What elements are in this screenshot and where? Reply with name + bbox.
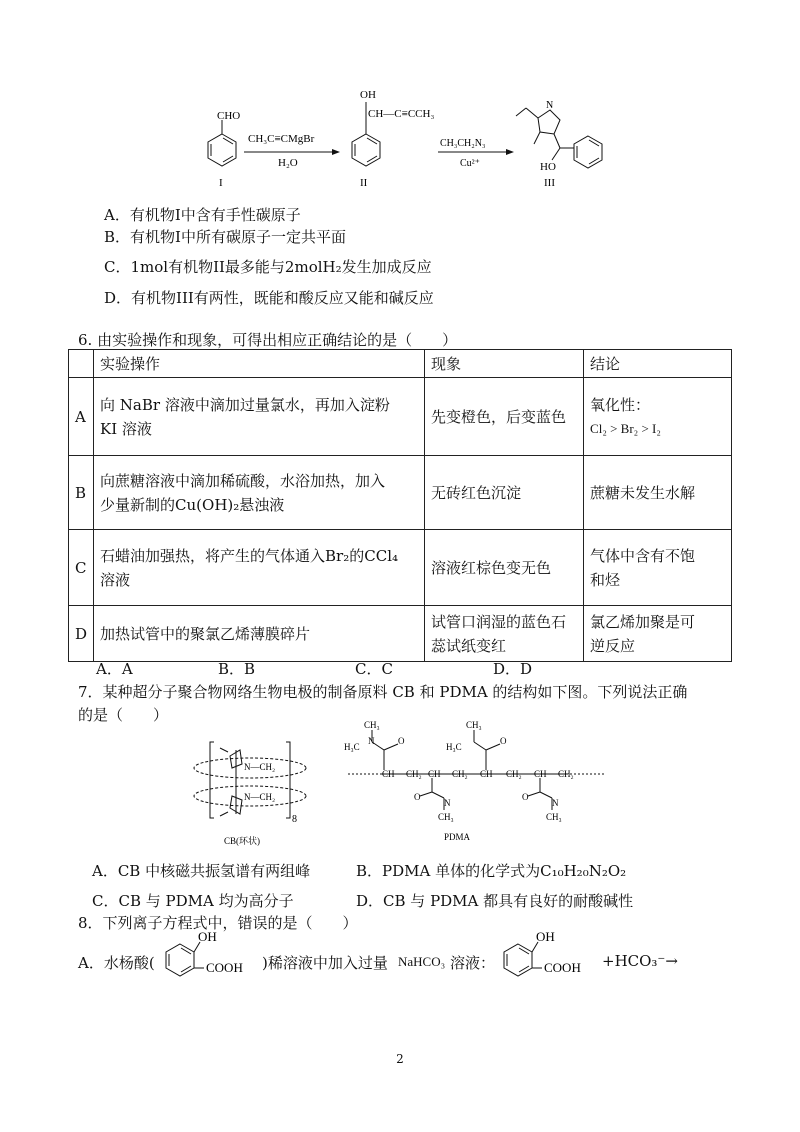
- pdma-ch: CH: [428, 769, 441, 779]
- row-key: B: [69, 456, 94, 530]
- q8-option-a-suffix: 溶液：: [450, 954, 496, 972]
- q5-option-b: B．有机物I中所有碳原子一定共平面: [104, 228, 346, 246]
- page-number: 2: [396, 1052, 404, 1066]
- pdma-h3c: H₃C: [446, 742, 462, 752]
- pdma-ch2: CH₂: [558, 769, 574, 779]
- pdma-ch3: CH₃: [438, 812, 454, 822]
- pdma-ch: CH: [382, 769, 395, 779]
- compound-iii-label: III: [544, 177, 555, 189]
- cb-label: CB(环状): [224, 836, 261, 846]
- row-key: C: [69, 530, 94, 606]
- cb-structure: [190, 730, 320, 852]
- pdma-o: O: [398, 736, 405, 746]
- compound-i-label: I: [219, 177, 223, 189]
- salicylic-cooh: COOH: [544, 960, 581, 975]
- cb-subscript-8: 8: [292, 814, 297, 825]
- pdma-ch3: CH₃: [546, 812, 562, 822]
- pdma-ch2: CH₂: [406, 769, 422, 779]
- salicylic-acid-structure-2: [496, 930, 602, 988]
- q8-option-a-mid: )稀溶液中加入过量: [262, 954, 388, 972]
- phenomenon: 先变橙色，后变蓝色: [425, 378, 584, 456]
- pdma-ch: CH: [480, 769, 493, 779]
- q8-option-a-tail: +HCO₃⁻→: [602, 952, 678, 970]
- pdma-h3c: H₃C: [344, 742, 360, 752]
- table-row: [69, 606, 732, 662]
- row-key: D: [69, 606, 94, 662]
- conclusion-line-2: 逆反应: [590, 636, 636, 655]
- conclusion-line-2: 和烃: [590, 570, 621, 589]
- reagent-2b: Cu²⁺: [460, 158, 480, 169]
- q6-choice-b: B．B: [218, 660, 256, 678]
- reagent-2: CH₃CH₂N₃: [440, 138, 486, 149]
- operation: 加热试管中的聚氯乙烯薄膜碎片: [94, 606, 425, 662]
- conclusion: 蔗糖未发生水解: [584, 456, 732, 530]
- operation-line-2: 溶液: [100, 570, 131, 589]
- compound-iii-n: N: [546, 100, 554, 111]
- table-header-row: [69, 350, 732, 378]
- q7-option-d: D．CB 与 PDMA 都具有良好的耐酸碱性: [356, 892, 634, 910]
- cb-n-ch2-top: N—CH₂: [244, 762, 276, 772]
- q8-option-a-prefix: A．水杨酸(: [78, 954, 155, 972]
- experiment-table: [68, 349, 732, 662]
- header-conclusion: 结论: [584, 350, 732, 378]
- compound-iii-ho: HO: [540, 161, 556, 173]
- phenomenon: 溶液红棕色变无色: [425, 530, 584, 606]
- q7-stem-line-2: 的是（ ）: [78, 706, 169, 724]
- table-row: [69, 530, 732, 606]
- salicylic-oh: OH: [536, 930, 555, 944]
- compound-ii-oh: OH: [360, 89, 376, 101]
- reagent-1: CH₃C≡CMgBr: [248, 133, 315, 145]
- phenomenon-line-2: 蕊试纸变红: [431, 636, 507, 655]
- conclusion-line-1: 氧化性：: [590, 395, 651, 414]
- pdma-ch2: CH₂: [452, 769, 468, 779]
- header-phenomenon: 现象: [425, 350, 584, 378]
- operation-line-1: 向 NaBr 溶液中滴加过量氯水，再加入淀粉: [100, 395, 390, 414]
- compound-ii-label: II: [360, 177, 368, 189]
- conclusion-line-2: Cl₂ > Br₂ > I₂: [590, 420, 661, 436]
- q8-option-a-reagent: NaHCO₃: [398, 954, 446, 969]
- header-operation: 实验操作: [94, 350, 425, 378]
- operation-line-1: 石蜡油加强热，将产生的气体通入Br₂的CCl₄: [100, 546, 399, 565]
- q6-choice-a: A．A: [96, 660, 133, 678]
- row-key: A: [69, 378, 94, 456]
- q5-option-c: C．1mol有机物II最多能与2molH₂发生加成反应: [104, 258, 432, 276]
- pdma-ch3: CH₃: [466, 720, 482, 730]
- pdma-o: O: [500, 736, 507, 746]
- q7-option-c: C．CB 与 PDMA 均为高分子: [92, 892, 294, 910]
- operation-line-2: 少量新制的Cu(OH)₂悬浊液: [100, 495, 285, 514]
- operation-line-1: 向蔗糖溶液中滴加稀硫酸，水浴加热，加入: [100, 471, 386, 490]
- q6-choice-c: C．C: [355, 660, 393, 678]
- conclusion-line-1: 气体中含有不饱: [590, 546, 696, 565]
- pdma-structure: [340, 720, 610, 844]
- pdma-ch: CH: [534, 769, 547, 779]
- reagent-1b: H₂O: [278, 157, 298, 169]
- salicylic-cooh: COOH: [206, 960, 243, 975]
- q6-stem: 6. 由实验操作和现象，可得出相应正确结论的是（ ）: [78, 331, 458, 349]
- salicylic-oh: OH: [198, 930, 217, 944]
- reaction-scheme: [190, 78, 610, 196]
- pdma-n: N: [552, 798, 559, 808]
- table-row: [69, 456, 732, 530]
- pdma-ch3: CH₃: [364, 720, 380, 730]
- q6-choice-d: D．D: [493, 660, 533, 678]
- compound-i-cho: CHO: [217, 110, 241, 122]
- pdma-n: N: [368, 736, 375, 746]
- phenomenon: 无砖红色沉淀: [425, 456, 584, 530]
- q8-stem: 8．下列离子方程式中，错误的是（ ）: [78, 914, 358, 932]
- pdma-n: N: [444, 798, 451, 808]
- pdma-o: O: [414, 792, 421, 802]
- salicylic-acid-structure: [158, 930, 264, 988]
- q7-option-b: B．PDMA 单体的化学式为C₁₀H₂₀N₂O₂: [356, 862, 627, 880]
- pdma-ch2: CH₂: [506, 769, 522, 779]
- compound-i-structure: [208, 120, 236, 166]
- phenomenon-line-1: 试管口润湿的蓝色石: [431, 612, 567, 631]
- q5-option-a: A．有机物I中含有手性碳原子: [104, 206, 301, 224]
- q5-option-d: D．有机物III有两性，既能和酸反应又能和碱反应: [104, 289, 434, 307]
- compound-ii-chain: CH—C≡CCH₃: [368, 108, 435, 120]
- compound-iii-structure: [516, 108, 602, 168]
- pdma-o: O: [522, 792, 529, 802]
- operation-line-2: KI 溶液: [100, 419, 152, 438]
- q7-option-a: A．CB 中核磁共振氢谱有两组峰: [92, 862, 311, 880]
- table-row: [69, 378, 732, 456]
- pdma-label: PDMA: [444, 832, 471, 842]
- q7-stem-line-1: 7．某种超分子聚合物网络生物电极的制备原料 CB 和 PDMA 的结构如下图。下列说法正确: [78, 683, 688, 701]
- cb-n-ch2-bottom: N—CH₂: [244, 792, 276, 802]
- conclusion-line-1: 氯乙烯加聚是可: [590, 612, 696, 631]
